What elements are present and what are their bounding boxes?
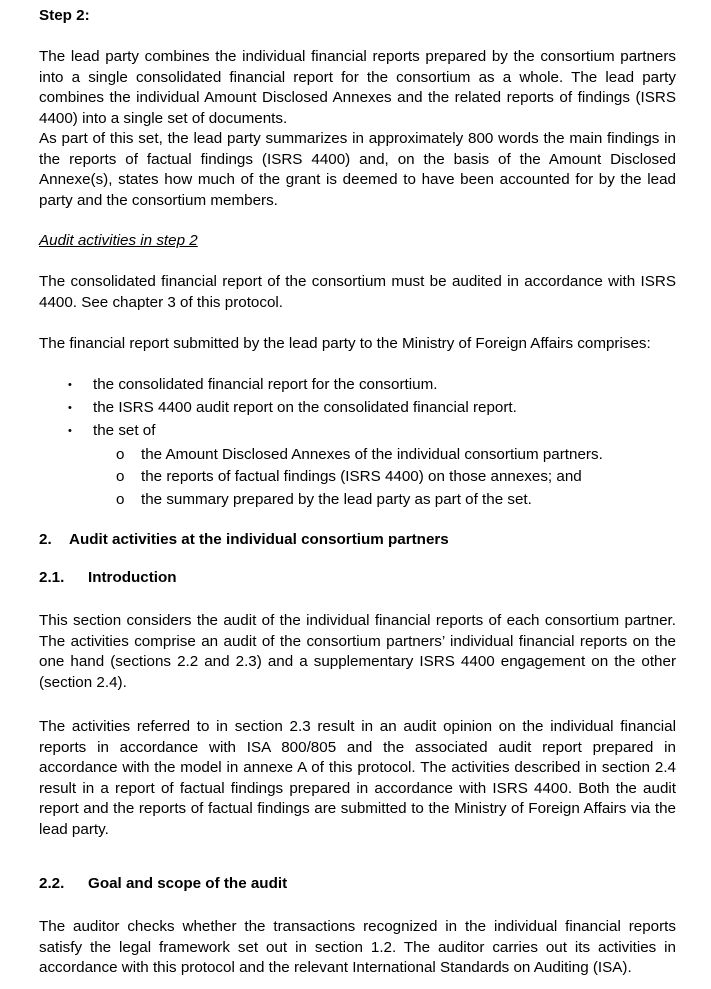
section-title: Goal and scope of the audit xyxy=(88,875,288,892)
audit-subheading: Audit activities in step 2 xyxy=(39,232,198,249)
bullet-marker: • xyxy=(68,402,72,414)
sub-bullet-marker: o xyxy=(116,491,125,508)
bullet-text: the consolidated financial report for the consortium. xyxy=(93,376,438,393)
section-number: 2. xyxy=(39,531,52,548)
step2-paragraph-1: The lead party combines the individual financial reports prepared by the consortium partners into a single consolidated financial report for the consortium as a whole. The lead party combines the individual Amount Disclosed Annexes and the related reports of findings (ISRS 4400) into a single set of documents. xyxy=(39,48,676,127)
goal-scope-paragraph: The auditor checks whether the transactions recognized in the individual financial reports satisfy the legal framework set out in section 1.2. The auditor carries out its activities in accordance with this protocol and the relevant International Standards on Auditing (ISA). xyxy=(39,918,676,977)
introduction-paragraph-2: The activities referred to in section 2.3 result in an audit opinion on the individual financial reports in accordance with ISA 800/805 and the associated audit report prepared in accordance with the model in annexe A of this protocol. The activities described in section 2.4 result in a report of factual findings prepared in accordance with ISRS 4400. Both the audit report and the reports of factual findings are submitted to the Ministry of Foreign Affairs via the lead party. xyxy=(39,718,676,838)
bullet-text: the set of xyxy=(93,422,156,439)
submitted-paragraph: The financial report submitted by the lead party to the Ministry of Foreign Affairs comprises: xyxy=(39,335,651,352)
bullet-text: the ISRS 4400 audit report on the consolidated financial report. xyxy=(93,399,517,416)
bullet-marker: • xyxy=(68,425,72,437)
section-number: 2.2. xyxy=(39,875,65,892)
section-2-heading xyxy=(39,530,676,551)
sub-bullet-text: the Amount Disclosed Annexes of the individual consortium partners. xyxy=(141,446,603,463)
step2-paragraph-2: As part of this set, the lead party summarizes in approximately 800 words the main findings in the reports of factual findings (ISRS 4400) and, on the basis of the Amount Disclosed Annexe(s), states how much of the grant is deemed to have been accounted for by the lead party and the consortium members. xyxy=(39,130,676,209)
section-number: 2.1. xyxy=(39,569,65,586)
audit-paragraph: The consolidated financial report of the consortium must be audited in accordance with ISRS 4400. See chapter 3 of this protocol. xyxy=(39,273,676,311)
section-title: Introduction xyxy=(88,569,177,586)
sub-bullet-text: the reports of factual findings (ISRS 4400) on those annexes; and xyxy=(141,468,582,485)
bullet-marker: • xyxy=(68,379,72,391)
section-2-2-heading xyxy=(39,874,676,895)
sub-bullet-text: the summary prepared by the lead party as part of the set. xyxy=(141,491,532,508)
step-heading: Step 2: xyxy=(39,7,90,24)
section-title: Audit activities at the individual consortium partners xyxy=(69,531,449,548)
sub-bullet-marker: o xyxy=(116,446,125,463)
sub-bullet-marker: o xyxy=(116,468,125,485)
section-2-1-heading xyxy=(39,568,676,589)
introduction-paragraph-1: This section considers the audit of the individual financial reports of each consortium partner. The activities comprise an audit of the consortium partners’ individual financial reports on the one hand (sections 2.2 and 2.3) and a supplementary ISRS 4400 engagement on the other (section 2.4). xyxy=(39,612,676,691)
